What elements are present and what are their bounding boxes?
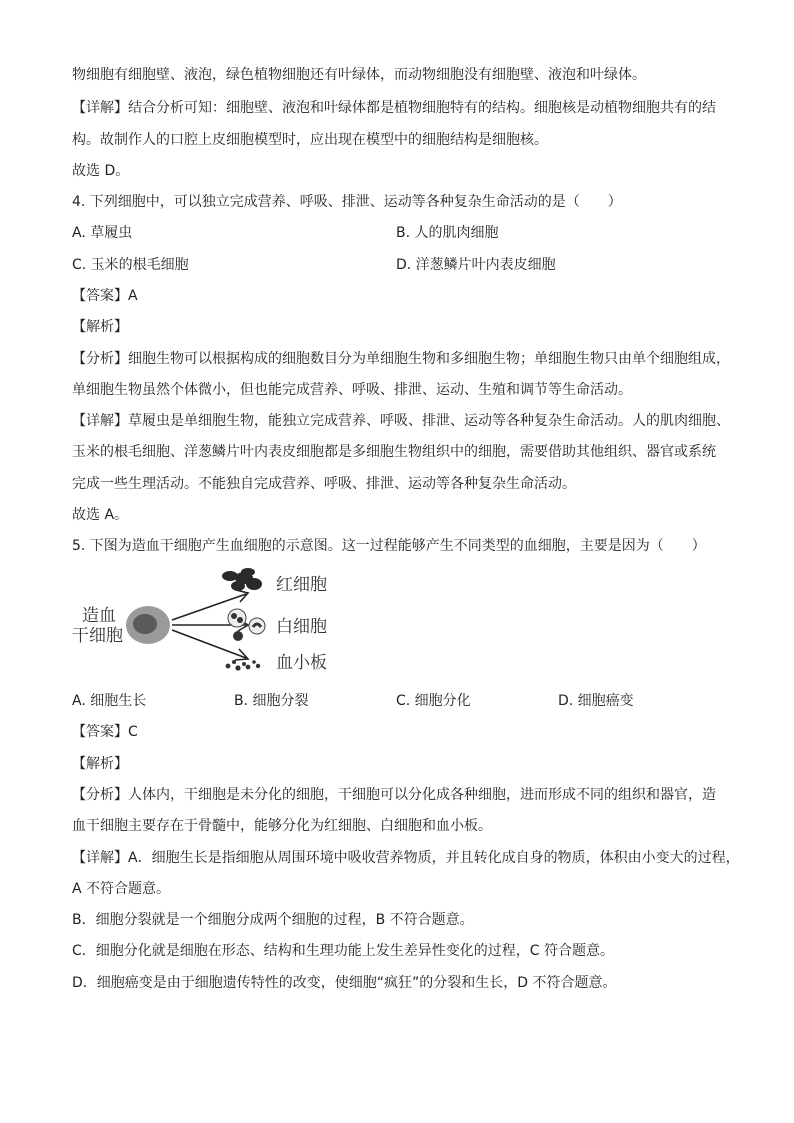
text-line: 【详解】草履虫是单细胞生物，能独立完成营养、呼吸、排泄、运动等各种复杂生命活动。人的肌肉细胞、 [72, 413, 730, 429]
stem-cell-icon [126, 606, 170, 644]
diagram-label-platelet: 血小板 [276, 653, 327, 673]
q5-option-d: D. 细胞癌变 [558, 693, 634, 709]
q5-option-a: A. 细胞生长 [72, 693, 147, 709]
text-line: A 不符合题意。 [72, 881, 171, 897]
text-line: 【详解】结合分析可知：细胞壁、液泡和叶绿体都是植物细胞特有的结构。细胞核是动植物细胞共有的结 [72, 100, 716, 116]
analysis-heading: 【解析】 [72, 756, 128, 772]
diagram-label-rbc: 红细胞 [276, 575, 327, 595]
answer-label: 【答案】C [72, 724, 138, 740]
analysis-heading: 【解析】 [72, 319, 128, 335]
text-line: 血干细胞主要存在于骨髓中，能够分化为红细胞、白细胞和血小板。 [72, 818, 492, 834]
text-line: 完成一些生理活动。不能独自完成营养、呼吸、排泄、运动等各种复杂生命活动。 [72, 476, 576, 492]
text-line: 玉米的根毛细胞、洋葱鳞片叶内表皮细胞都是多细胞生物组织中的细胞，需要借助其他组织、器官或系统 [72, 444, 716, 460]
text-line: C．细胞分化就是细胞在形态、结构和生理功能上发生差异性变化的过程，C 符合题意。 [72, 943, 614, 959]
text-line: D．细胞癌变是由于细胞遗传特性的改变，使细胞“疯狂”的分裂和生长，D 不符合题意。 [72, 975, 617, 991]
diagram-source-label-2: 干细胞 [72, 626, 123, 646]
question-4-stem: 4. 下列细胞中，可以独立完成营养、呼吸、排泄、运动等各种复杂生命活动的是（ ） [72, 194, 622, 210]
question-5-stem: 5. 下图为造血干细胞产生血细胞的示意图。这一过程能够产生不同类型的血细胞，主要是因为（ ） [72, 538, 706, 554]
stem-cell-diagram [68, 566, 348, 682]
q4-option-d: D. 洋葱鳞片叶内表皮细胞 [396, 257, 556, 273]
answer-label: 【答案】A [72, 288, 138, 304]
text-line: 物细胞有细胞壁、液泡，绿色植物细胞还有叶绿体，而动物细胞没有细胞壁、液泡和叶绿体。 [72, 67, 646, 83]
text-line: 单细胞生物虽然个体微小，但也能完成营养、呼吸、排泄、运动、生殖和调节等生命活动。 [72, 382, 632, 398]
q5-option-b: B. 细胞分裂 [234, 693, 309, 709]
text-line: 故选 A。 [72, 507, 129, 523]
q5-option-c: C. 细胞分化 [396, 693, 471, 709]
q4-option-b: B. 人的肌肉细胞 [396, 225, 499, 241]
text-line: B．细胞分裂就是一个细胞分成两个细胞的过程，B 不符合题意。 [72, 912, 474, 928]
q4-option-c: C. 玉米的根毛细胞 [72, 257, 189, 273]
diagram-source-label-1: 造血 [82, 606, 116, 626]
text-line: 构。故制作人的口腔上皮细胞模型时，应出现在模型中的细胞结构是细胞核。 [72, 132, 548, 148]
platelet-icon [226, 660, 261, 671]
q4-option-a: A. 草履虫 [72, 225, 133, 241]
text-line: 【详解】A．细胞生长是指细胞从周围环境中吸收营养物质，并且转化成自身的物质，体积由小变大的过程， [72, 850, 740, 866]
text-line: 【分析】细胞生物可以根据构成的细胞数目分为单细胞生物和多细胞生物；单细胞生物只由单个细胞组成， [72, 351, 730, 367]
text-line: 【分析】人体内，干细胞是未分化的细胞，干细胞可以分化成各种细胞，进而形成不同的组织和器官，造 [72, 787, 716, 803]
diagram-label-wbc: 白细胞 [276, 617, 327, 637]
text-line: 故选 D。 [72, 163, 130, 179]
red-blood-cell-icon [222, 568, 262, 591]
